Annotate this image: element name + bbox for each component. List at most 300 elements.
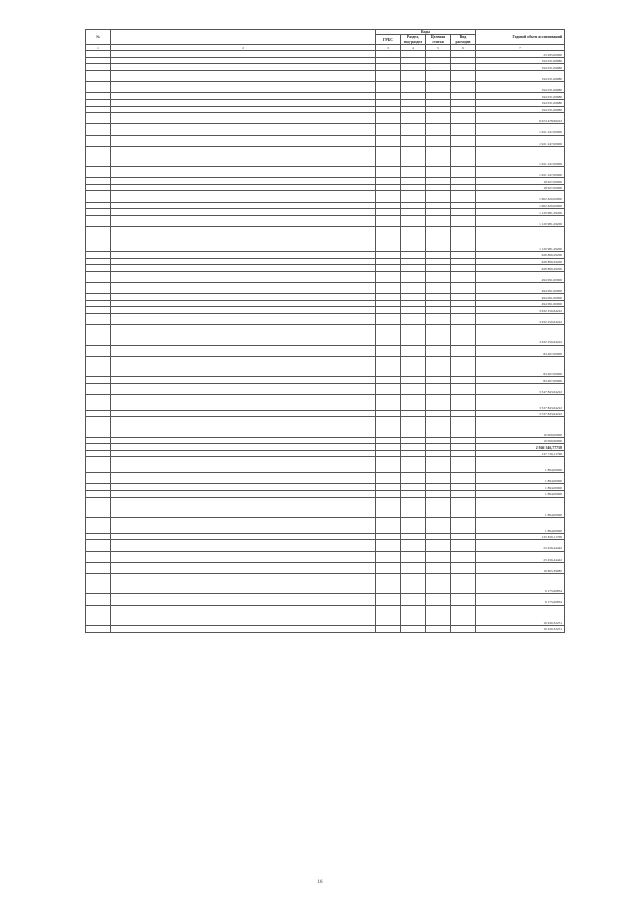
row-section <box>401 113 426 124</box>
row-number <box>86 325 111 345</box>
row-number <box>86 533 111 540</box>
row-expense-type <box>451 605 476 625</box>
budget-table <box>85 29 565 633</box>
row-grbs <box>376 345 401 356</box>
row-number <box>86 106 111 113</box>
row-amount: 1 894,00000 <box>476 457 565 473</box>
row-section <box>401 491 426 498</box>
row-article <box>426 410 451 417</box>
column-index: 1 <box>86 45 111 51</box>
row-name <box>111 383 376 394</box>
row-amount: 10 430,32251 <box>476 605 565 625</box>
row-expense-type <box>451 191 476 202</box>
row-grbs <box>376 437 401 444</box>
row-grbs <box>376 300 401 307</box>
table-row <box>86 184 565 191</box>
row-grbs <box>376 394 401 410</box>
row-expense-type <box>451 377 476 384</box>
row-grbs <box>376 313 401 324</box>
row-amount: 494 091,00000 <box>476 300 565 307</box>
row-grbs <box>376 113 401 124</box>
table-row <box>86 99 565 106</box>
row-section <box>401 258 426 265</box>
row-name <box>111 135 376 146</box>
row-name <box>111 99 376 106</box>
header-grbs: ГРБС <box>376 35 401 45</box>
row-amount: 1 921 247,00000 <box>476 146 565 166</box>
row-expense-type <box>451 167 476 178</box>
row-article <box>426 417 451 437</box>
row-number <box>86 258 111 265</box>
row-section <box>401 184 426 191</box>
row-section <box>401 313 426 324</box>
row-number <box>86 605 111 625</box>
row-name <box>111 167 376 178</box>
row-amount: 127 716,11796 <box>476 450 565 457</box>
row-grbs <box>376 51 401 58</box>
row-expense-type <box>451 410 476 417</box>
row-expense-type <box>451 57 476 64</box>
row-grbs <box>376 377 401 384</box>
row-grbs <box>376 533 401 540</box>
row-amount: 2 946 346,77758 <box>476 444 565 451</box>
row-article <box>426 491 451 498</box>
row-article <box>426 497 451 517</box>
row-article <box>426 202 451 209</box>
row-article <box>426 265 451 272</box>
row-section <box>401 450 426 457</box>
row-grbs <box>376 605 401 625</box>
row-expense-type <box>451 135 476 146</box>
row-amount: 1 921 247,00000 <box>476 124 565 135</box>
row-amount: 194 031,06680 <box>476 106 565 113</box>
table-row <box>86 93 565 100</box>
row-section <box>401 497 426 517</box>
table-row <box>86 444 565 451</box>
row-expense-type <box>451 383 476 394</box>
row-name <box>111 497 376 517</box>
row-expense-type <box>451 215 476 226</box>
row-expense-type <box>451 497 476 517</box>
row-name <box>111 473 376 484</box>
row-amount: 626 890,29200 <box>476 265 565 272</box>
table-row <box>86 265 565 272</box>
row-name <box>111 82 376 93</box>
row-expense-type <box>451 473 476 484</box>
column-index: 2 <box>111 45 376 51</box>
row-article <box>426 215 451 226</box>
table-row <box>86 540 565 551</box>
table-row <box>86 437 565 444</box>
row-section <box>401 307 426 314</box>
row-article <box>426 551 451 562</box>
table-row <box>86 51 565 58</box>
row-expense-type <box>451 313 476 324</box>
row-article <box>426 313 451 324</box>
row-name <box>111 283 376 294</box>
row-grbs <box>376 146 401 166</box>
row-number <box>86 594 111 605</box>
row-expense-type <box>451 551 476 562</box>
row-amount: 1 921 247,00000 <box>476 135 565 146</box>
row-amount: 125 816,11796 <box>476 533 565 540</box>
table-row <box>86 497 565 517</box>
row-expense-type <box>451 99 476 106</box>
table-row <box>86 300 565 307</box>
row-grbs <box>376 191 401 202</box>
row-grbs <box>376 227 401 252</box>
row-number <box>86 265 111 272</box>
column-index: 5 <box>426 45 451 51</box>
row-amount: 1 902 620,00000 <box>476 191 565 202</box>
row-number <box>86 71 111 82</box>
row-section <box>401 562 426 573</box>
table-row <box>86 215 565 226</box>
row-number <box>86 57 111 64</box>
table-row <box>86 283 565 294</box>
table-row <box>86 562 565 573</box>
row-number <box>86 283 111 294</box>
row-amount: 1 894,00000 <box>476 497 565 517</box>
row-name <box>111 394 376 410</box>
row-amount: 494 091,00000 <box>476 294 565 301</box>
row-grbs <box>376 252 401 259</box>
row-name <box>111 457 376 473</box>
row-expense-type <box>451 594 476 605</box>
row-amount: 19 605,39085 <box>476 562 565 573</box>
row-article <box>426 594 451 605</box>
row-expense-type <box>451 252 476 259</box>
row-grbs <box>376 307 401 314</box>
row-amount: 18 627,00000 <box>476 178 565 185</box>
row-section <box>401 383 426 394</box>
row-number <box>86 209 111 216</box>
row-name <box>111 71 376 82</box>
row-section <box>401 106 426 113</box>
row-grbs <box>376 99 401 106</box>
row-article <box>426 252 451 259</box>
row-article <box>426 307 451 314</box>
row-article <box>426 625 451 632</box>
row-number <box>86 184 111 191</box>
row-section <box>401 271 426 282</box>
row-grbs <box>376 294 401 301</box>
row-section <box>401 57 426 64</box>
row-section <box>401 356 426 376</box>
row-expense-type <box>451 124 476 135</box>
row-article <box>426 82 451 93</box>
row-amount: 626 890,29200 <box>476 258 565 265</box>
row-name <box>111 313 376 324</box>
row-number <box>86 294 111 301</box>
row-article <box>426 258 451 265</box>
row-number <box>86 417 111 437</box>
row-name <box>111 625 376 632</box>
row-article <box>426 124 451 135</box>
row-article <box>426 113 451 124</box>
row-amount: 1 902 620,00000 <box>476 202 565 209</box>
row-name <box>111 227 376 252</box>
row-section <box>401 146 426 166</box>
row-expense-type <box>451 209 476 216</box>
row-number <box>86 313 111 324</box>
row-name <box>111 356 376 376</box>
row-number <box>86 252 111 259</box>
row-amount: 3 537 843,64222 <box>476 394 565 410</box>
row-grbs <box>376 82 401 93</box>
row-section <box>401 345 426 356</box>
row-expense-type <box>451 93 476 100</box>
row-amount: 1 120 981,29200 <box>476 215 565 226</box>
row-article <box>426 533 451 540</box>
row-section <box>401 473 426 484</box>
row-expense-type <box>451 625 476 632</box>
row-grbs <box>376 551 401 562</box>
row-amount: 23 295,00000 <box>476 51 565 58</box>
row-amount: 3 632 250,64222 <box>476 307 565 314</box>
row-expense-type <box>451 533 476 540</box>
row-article <box>426 294 451 301</box>
table-row <box>86 394 565 410</box>
row-name <box>111 594 376 605</box>
row-number <box>86 167 111 178</box>
column-index: 6 <box>451 45 476 51</box>
row-number <box>86 473 111 484</box>
row-grbs <box>376 124 401 135</box>
row-number <box>86 307 111 314</box>
row-name <box>111 417 376 437</box>
row-grbs <box>376 518 401 534</box>
row-grbs <box>376 484 401 491</box>
row-section <box>401 574 426 594</box>
row-name <box>111 258 376 265</box>
row-article <box>426 184 451 191</box>
row-number <box>86 497 111 517</box>
table-row <box>86 113 565 124</box>
row-section <box>401 71 426 82</box>
row-number <box>86 562 111 573</box>
row-article <box>426 93 451 100</box>
table-row <box>86 457 565 473</box>
row-section <box>401 437 426 444</box>
row-name <box>111 57 376 64</box>
row-article <box>426 377 451 384</box>
row-amount: 3 632 250,64222 <box>476 325 565 345</box>
budget-rows <box>86 51 565 632</box>
row-amount: 10 000,00000 <box>476 437 565 444</box>
row-amount: 84 407,00000 <box>476 345 565 356</box>
row-grbs <box>376 135 401 146</box>
row-number <box>86 345 111 356</box>
table-row <box>86 574 565 594</box>
row-article <box>426 64 451 71</box>
column-index: 4 <box>401 45 426 51</box>
row-expense-type <box>451 51 476 58</box>
row-section <box>401 124 426 135</box>
table-row <box>86 605 565 625</box>
row-amount: 23 456,44442 <box>476 551 565 562</box>
row-expense-type <box>451 64 476 71</box>
header-number: № <box>86 30 111 45</box>
row-number <box>86 383 111 394</box>
row-section <box>401 457 426 473</box>
row-grbs <box>376 106 401 113</box>
header-codes: Коды <box>376 30 476 35</box>
row-amount: 6 674 478,69222 <box>476 113 565 124</box>
row-number <box>86 518 111 534</box>
row-article <box>426 574 451 594</box>
table-row <box>86 325 565 345</box>
row-article <box>426 345 451 356</box>
row-expense-type <box>451 325 476 345</box>
table-row <box>86 57 565 64</box>
row-number <box>86 51 111 58</box>
row-number <box>86 551 111 562</box>
row-section <box>401 64 426 71</box>
row-grbs <box>376 258 401 265</box>
row-expense-type <box>451 71 476 82</box>
row-section <box>401 82 426 93</box>
row-section <box>401 605 426 625</box>
row-number <box>86 113 111 124</box>
row-number <box>86 82 111 93</box>
table-row <box>86 167 565 178</box>
row-expense-type <box>451 417 476 437</box>
row-name <box>111 64 376 71</box>
row-name <box>111 574 376 594</box>
row-grbs <box>376 562 401 573</box>
row-section <box>401 135 426 146</box>
table-row <box>86 252 565 259</box>
row-section <box>401 518 426 534</box>
row-expense-type <box>451 540 476 551</box>
row-number <box>86 146 111 166</box>
row-amount: 194 031,06680 <box>476 57 565 64</box>
table-row <box>86 64 565 71</box>
row-name <box>111 484 376 491</box>
table-row <box>86 227 565 252</box>
table-row <box>86 450 565 457</box>
row-article <box>426 300 451 307</box>
table-row <box>86 473 565 484</box>
row-section <box>401 533 426 540</box>
row-expense-type <box>451 345 476 356</box>
row-article <box>426 106 451 113</box>
row-grbs <box>376 202 401 209</box>
row-grbs <box>376 283 401 294</box>
table-row <box>86 135 565 146</box>
row-name <box>111 146 376 166</box>
table-row <box>86 356 565 376</box>
header-name <box>111 30 376 45</box>
row-grbs <box>376 184 401 191</box>
row-name <box>111 93 376 100</box>
row-section <box>401 93 426 100</box>
row-expense-type <box>451 518 476 534</box>
row-amount: 194 031,06680 <box>476 99 565 106</box>
row-section <box>401 484 426 491</box>
row-name <box>111 410 376 417</box>
row-article <box>426 135 451 146</box>
table-row <box>86 551 565 562</box>
table-row <box>86 594 565 605</box>
row-amount: 626 890,29200 <box>476 252 565 259</box>
row-article <box>426 191 451 202</box>
row-grbs <box>376 410 401 417</box>
row-name <box>111 271 376 282</box>
row-grbs <box>376 444 401 451</box>
row-amount: 1 894,00000 <box>476 484 565 491</box>
row-name <box>111 444 376 451</box>
row-number <box>86 444 111 451</box>
row-expense-type <box>451 444 476 451</box>
row-expense-type <box>451 484 476 491</box>
row-section <box>401 394 426 410</box>
table-row <box>86 106 565 113</box>
row-article <box>426 394 451 410</box>
row-section <box>401 209 426 216</box>
row-article <box>426 383 451 394</box>
row-grbs <box>376 71 401 82</box>
row-number <box>86 450 111 457</box>
row-grbs <box>376 215 401 226</box>
row-section <box>401 325 426 345</box>
row-number <box>86 377 111 384</box>
row-expense-type <box>451 283 476 294</box>
row-grbs <box>376 497 401 517</box>
row-section <box>401 410 426 417</box>
table-row <box>86 383 565 394</box>
row-name <box>111 605 376 625</box>
row-grbs <box>376 457 401 473</box>
row-article <box>426 146 451 166</box>
row-section <box>401 265 426 272</box>
column-index: 3 <box>376 45 401 51</box>
row-section <box>401 540 426 551</box>
row-number <box>86 300 111 307</box>
table-row <box>86 209 565 216</box>
row-name <box>111 325 376 345</box>
row-number <box>86 356 111 376</box>
column-index: 7 <box>476 45 565 51</box>
row-name <box>111 491 376 498</box>
row-amount: 194 031,06680 <box>476 64 565 71</box>
row-section <box>401 191 426 202</box>
row-article <box>426 473 451 484</box>
row-section <box>401 283 426 294</box>
row-section <box>401 227 426 252</box>
row-section <box>401 294 426 301</box>
row-number <box>86 491 111 498</box>
row-expense-type <box>451 457 476 473</box>
row-article <box>426 457 451 473</box>
table-row <box>86 518 565 534</box>
row-name <box>111 540 376 551</box>
row-expense-type <box>451 106 476 113</box>
row-number <box>86 540 111 551</box>
row-section <box>401 625 426 632</box>
table-row <box>86 417 565 437</box>
row-article <box>426 283 451 294</box>
row-amount: 3 547 843,64222 <box>476 383 565 394</box>
row-amount: 194 031,06680 <box>476 82 565 93</box>
row-amount: 194 031,06680 <box>476 93 565 100</box>
row-amount: 23 456,44442 <box>476 540 565 551</box>
row-expense-type <box>451 258 476 265</box>
row-grbs <box>376 167 401 178</box>
row-name <box>111 184 376 191</box>
table-row <box>86 258 565 265</box>
